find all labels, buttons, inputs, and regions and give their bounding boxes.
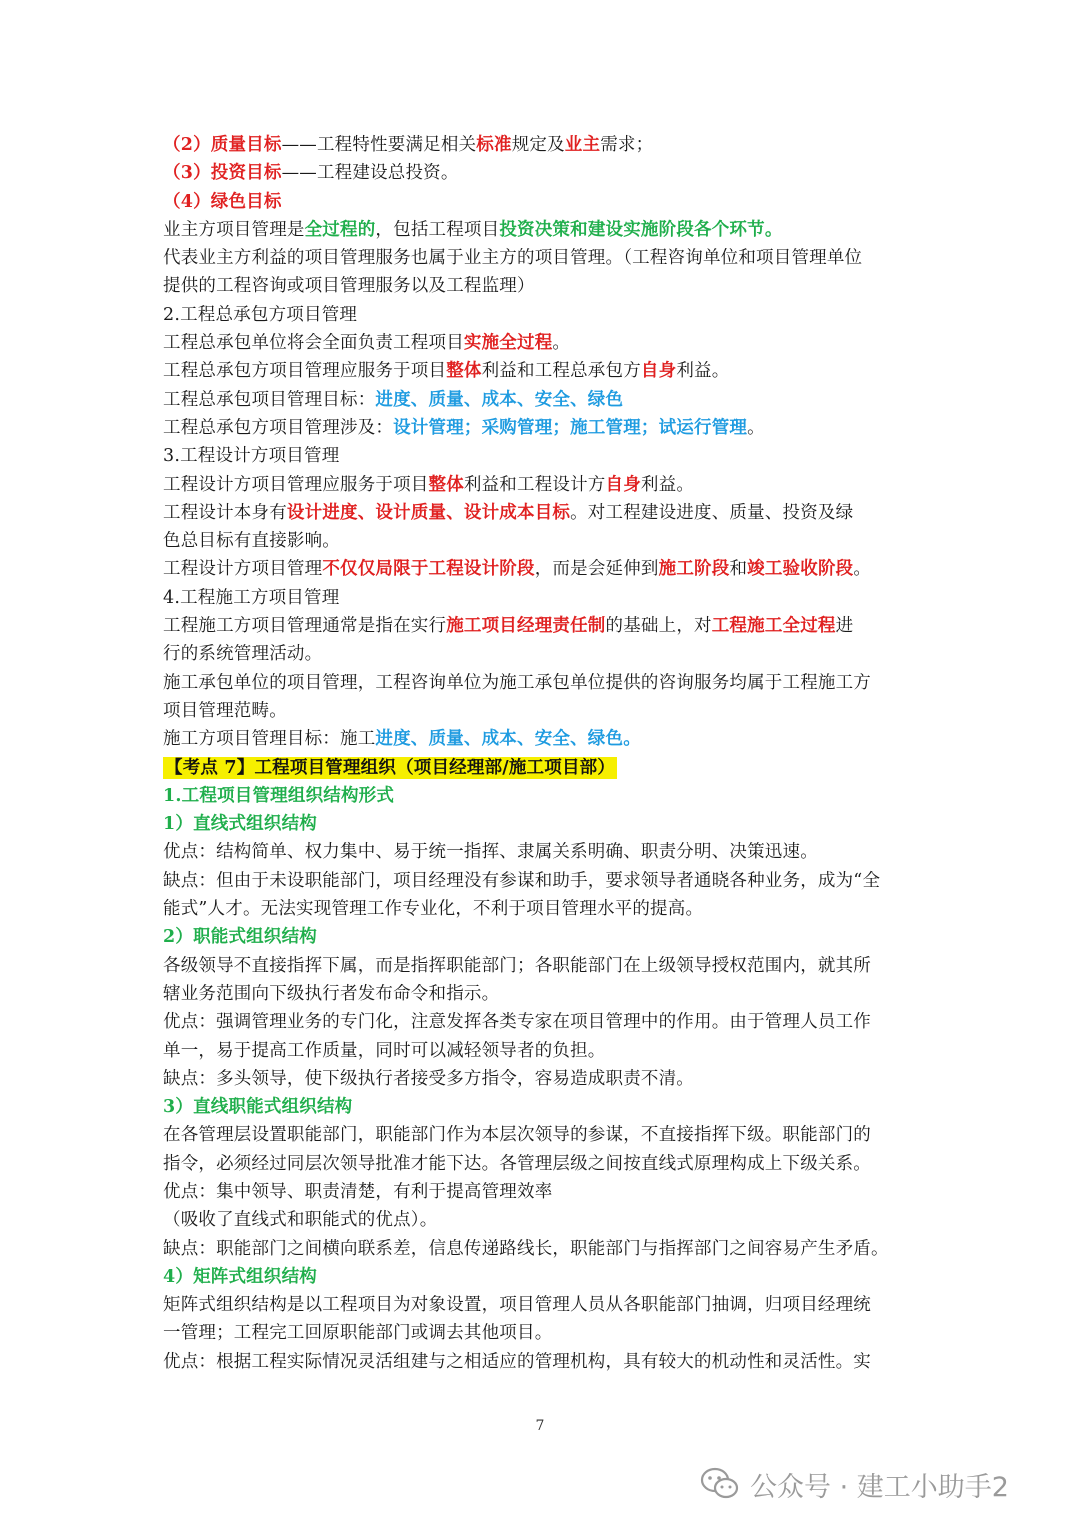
text-segment: 工程设计方项目管理应服务于项目 bbox=[163, 474, 429, 495]
text-segment: 2.工程总承包方项目管理 bbox=[163, 304, 358, 325]
text-segment: ，而是会延伸到 bbox=[534, 559, 659, 580]
highlight-text: 投资决策和建设实施阶段各个环节。 bbox=[499, 219, 783, 240]
text-segment: 工程施工方项目管理通常是指在实行 bbox=[163, 616, 447, 637]
highlight-text: 进度、质量、成本、安全、绿色 bbox=[375, 389, 624, 410]
text-segment: 优点：集中领导、职责清楚，有利于提高管理效率 bbox=[163, 1181, 553, 1202]
text-segment: 优点：根据工程实际情况灵活组建与之相适应的管理机构，具有较大的机动性和灵活性。实 bbox=[163, 1351, 871, 1372]
highlight-text: 业主 bbox=[564, 135, 601, 155]
text-line bbox=[163, 895, 923, 923]
text-line bbox=[163, 1291, 923, 1319]
text-line bbox=[163, 442, 923, 470]
text-line bbox=[163, 555, 923, 583]
text-segment: 工程总承包方项目管理涉及： bbox=[163, 417, 394, 438]
text-line bbox=[163, 1206, 923, 1234]
text-line bbox=[163, 1348, 923, 1376]
highlight-text: 施工项目经理责任制 bbox=[446, 616, 606, 637]
text-line bbox=[163, 867, 923, 895]
text-segment: 工程总承包单位将会全面负责工程项目 bbox=[163, 333, 464, 354]
text-line bbox=[163, 414, 923, 442]
text-segment: 和 bbox=[729, 559, 748, 580]
text-segment: ——工程建设总投资。 bbox=[281, 163, 459, 184]
highlight-text: 整体 bbox=[446, 361, 482, 382]
text-segment: 指令，必须经过同层次领导批准才能下达。各管理层级之间按直线式原理构成上下级关系。 bbox=[163, 1153, 871, 1174]
text-segment: 行的系统管理活动。 bbox=[163, 644, 323, 665]
text-line bbox=[163, 1008, 923, 1036]
highlight-text: 施工阶段 bbox=[658, 559, 730, 580]
text-line bbox=[163, 1319, 923, 1347]
highlight-text: 设计管理；采购管理；施工管理；试运行管理 bbox=[393, 417, 748, 438]
text-line bbox=[163, 640, 923, 668]
text-line bbox=[163, 216, 923, 244]
highlight-text: 自身 bbox=[605, 474, 641, 495]
text-line bbox=[163, 131, 923, 159]
wechat-icon bbox=[700, 1467, 740, 1501]
highlight-text: 实施全过程 bbox=[463, 333, 553, 354]
text-segment: 提供的工程咨询或项目管理服务以及工程监理） bbox=[163, 276, 535, 297]
text-line bbox=[163, 159, 923, 187]
text-segment: 需求； bbox=[600, 135, 654, 155]
text-segment: 利益。 bbox=[640, 474, 695, 495]
text-line bbox=[163, 612, 923, 640]
section-heading: 1.工程项目管理组织结构形式 bbox=[163, 785, 395, 806]
highlight-text: 进度、质量、成本、安全、绿色。 bbox=[375, 729, 641, 750]
text-segment: 业主方项目管理是 bbox=[163, 219, 305, 240]
text-segment: （吸收了直线式和职能式的优点）。 bbox=[163, 1210, 438, 1231]
text-line bbox=[163, 244, 923, 272]
text-segment: 能式”人才。无法实现管理工作专业化，不利于项目管理水平的提高。 bbox=[163, 899, 704, 920]
text-line bbox=[163, 1235, 923, 1263]
text-segment: 。 bbox=[853, 559, 872, 580]
text-line bbox=[163, 499, 923, 527]
text-line bbox=[163, 1037, 923, 1065]
text-line bbox=[163, 1065, 923, 1093]
text-segment: 利益和工程总承包方 bbox=[481, 361, 641, 382]
text-segment: 工程总承包项目管理目标： bbox=[163, 389, 376, 410]
text-segment: 利益。 bbox=[676, 361, 730, 382]
text-line bbox=[163, 782, 923, 810]
highlight-text: 不仅仅局限于工程设计阶段 bbox=[322, 559, 535, 580]
highlight-text: 自身 bbox=[640, 361, 677, 382]
section-heading: 1）直线式组织结构 bbox=[163, 814, 317, 835]
text-segment: 工程总承包方项目管理应服务于项目 bbox=[163, 361, 447, 382]
text-line bbox=[163, 272, 923, 300]
text-segment: 一管理；工程完工回原职能部门或调去其他项目。 bbox=[163, 1323, 553, 1344]
section-heading: 2）职能式组织结构 bbox=[163, 927, 317, 948]
text-line bbox=[163, 1121, 923, 1149]
section-heading: 4）矩阵式组织结构 bbox=[163, 1266, 317, 1287]
text-segment: 缺点：但由于未设职能部门，项目经理没有参谋和助手，要求领导者通晓各种业务，成为“全 bbox=[163, 870, 881, 891]
text-line bbox=[163, 725, 923, 753]
text-line bbox=[163, 1093, 923, 1121]
text-segment: 在各管理层设置职能部门，职能部门作为本层次领导的参谋，不直接指挥下级。职能部门的 bbox=[163, 1125, 871, 1146]
highlight-text: （2）质量目标 bbox=[163, 135, 282, 155]
text-segment: 缺点：职能部门之间横向联系差，信息传递路线长，职能部门与指挥部门之间容易产生矛盾。 bbox=[163, 1238, 889, 1259]
highlight-text: （4）绿色目标 bbox=[163, 191, 282, 212]
text-segment: 4.工程施工方项目管理 bbox=[163, 587, 340, 608]
text-line bbox=[163, 669, 923, 697]
text-segment: 进 bbox=[835, 616, 854, 637]
text-segment: 施工方项目管理目标：施工 bbox=[163, 729, 376, 750]
text-line bbox=[163, 810, 923, 838]
text-line bbox=[163, 329, 923, 357]
text-line bbox=[163, 697, 923, 725]
text-segment: 优点：强调管理业务的专门化，注意发挥各类专家在项目管理中的作用。由于管理人员工作 bbox=[163, 1012, 871, 1033]
text-segment: 矩阵式组织结构是以工程项目为对象设置，项目管理人员从各职能部门抽调，归项目经理统 bbox=[163, 1295, 871, 1316]
text-line bbox=[163, 527, 923, 555]
highlight-text: 竣工验收阶段 bbox=[747, 559, 854, 580]
text-segment: 规定及 bbox=[511, 135, 565, 155]
page-number: 7 bbox=[535, 1418, 545, 1434]
text-line bbox=[163, 357, 923, 385]
text-segment: 代表业主方利益的项目管理服务也属于业主方的项目管理。（工程咨询单位和项目管理单位 bbox=[163, 248, 863, 269]
text-line bbox=[163, 923, 923, 951]
text-segment: 。 bbox=[552, 333, 571, 354]
text-segment: 的基础上，对 bbox=[605, 616, 712, 637]
text-line bbox=[163, 471, 923, 499]
text-line bbox=[163, 301, 923, 329]
text-line bbox=[163, 386, 923, 414]
text-segment: 3.工程设计方项目管理 bbox=[163, 446, 340, 467]
highlight-text: 整体 bbox=[428, 474, 464, 495]
text-line bbox=[163, 754, 923, 782]
watermark bbox=[700, 1462, 1009, 1506]
text-segment: 利益和工程设计方 bbox=[463, 474, 606, 495]
section-heading: 3）直线职能式组织结构 bbox=[163, 1097, 353, 1118]
text-line bbox=[163, 188, 923, 216]
text-segment: 。 bbox=[747, 417, 765, 438]
text-segment: 各级领导不直接指挥下属，而是指挥职能部门；各职能部门在上级领导授权范围内，就其所 bbox=[163, 955, 871, 976]
highlight-text: （3）投资目标 bbox=[163, 163, 282, 184]
highlight-text: 全过程的 bbox=[304, 219, 376, 240]
document-body bbox=[163, 131, 923, 1376]
text-segment: 。对工程建设进度、质量、投资及绿 bbox=[570, 502, 854, 523]
text-segment: ——工程特性要满足相关 bbox=[281, 135, 477, 155]
text-line bbox=[163, 584, 923, 612]
highlight-text: 标准 bbox=[476, 135, 512, 155]
highlight-text: 设计进度、设计质量、设计成本目标 bbox=[286, 502, 571, 523]
text-line bbox=[163, 980, 923, 1008]
highlight-text: 工程施工全过程 bbox=[711, 616, 836, 637]
text-segment: 工程设计方项目管理 bbox=[163, 559, 323, 580]
text-segment: 辖业务范围向下级执行者发布命令和指示。 bbox=[163, 983, 500, 1004]
text-segment: 项目管理范畴。 bbox=[163, 700, 287, 721]
text-line bbox=[163, 952, 923, 980]
section-badge: 【考点 7】工程项目管理组织（项目经理部/施工项目部） bbox=[165, 757, 616, 778]
text-segment: 工程设计本身有 bbox=[163, 502, 287, 523]
text-segment: 单一，易于提高工作质量，同时可以减轻领导者的负担。 bbox=[163, 1040, 606, 1061]
text-segment: 优点：结构简单、权力集中、易于统一指挥、隶属关系明确、职责分明、决策迅速。 bbox=[163, 842, 818, 863]
watermark-text: 公众号 · 建工小助手2 bbox=[750, 1471, 1009, 1503]
text-segment: 施工承包单位的项目管理，工程咨询单位为施工承包单位提供的咨询服务均属于工程施工方 bbox=[163, 672, 871, 693]
text-segment: 缺点：多头领导，使下级执行者接受多方指令，容易造成职责不清。 bbox=[163, 1068, 694, 1089]
text-line bbox=[163, 1178, 923, 1206]
text-segment: ，包括工程项目 bbox=[375, 219, 500, 240]
text-line bbox=[163, 1263, 923, 1291]
text-line bbox=[163, 1150, 923, 1178]
text-segment: 色总目标有直接影响。 bbox=[163, 531, 340, 552]
text-line bbox=[163, 838, 923, 866]
